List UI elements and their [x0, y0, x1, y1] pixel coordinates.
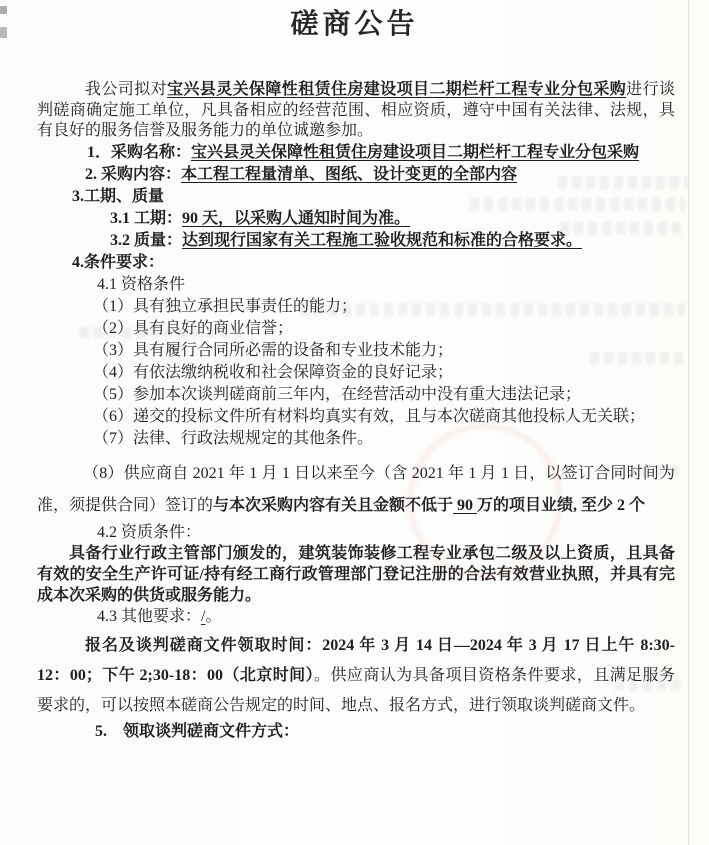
procurement-content-value: 本工程工程量清单、图纸、设计变更的全部内容 [181, 165, 518, 183]
heading-credential: 4.2 资质条件： [97, 523, 202, 541]
other-requirements-period: 。 [205, 607, 222, 625]
scanner-edge-mark [0, 6, 7, 14]
other-requirements-label: 4.3 其他要求： [97, 607, 202, 625]
qualification-item-5: （5）参加本次谈判磋商前三年内，在经营活动中没有重大违法记录； [93, 385, 582, 403]
credential-paragraph: 具备行业行政主管部门颁发的，建筑装饰装修工程专业承包二级及以上资质，且具备有效的安全生产许可证/持有经工商行政管理部门登记注册的合法有效营业执照，并具有完成本次采购的供货或服务能力。 [37, 544, 675, 604]
intro-continuation: 进行谈判磋商确定施工单位，凡具备相应的经营范围、相应资质，遵守中国有关法律、法规，具有良好的服务信誉及服务能力的单位诚邀参加。 [37, 81, 675, 139]
heading-schedule-quality: 3.工期、质量 [72, 187, 165, 205]
registration-paragraph [37, 631, 675, 721]
procurement-content-label: 2. 采购内容： [85, 165, 182, 183]
bleed-through-artifact [470, 198, 685, 211]
item8-amount: 90 [453, 496, 478, 514]
item8-bold-text: 与本次采购内容有关且金额不低于 [213, 496, 454, 514]
item-other-requirements [37, 606, 675, 628]
qualification-item-3: （3）具有履行合同所必需的设备和专业技术能力； [93, 341, 454, 359]
bleed-through-artifact [600, 465, 680, 477]
page-edge-line [688, 0, 689, 845]
scanner-edge-mark [0, 27, 7, 38]
bleed-through-artifact [80, 327, 245, 338]
heading-qualification: 4.1 资格条件 [97, 275, 186, 293]
qualification-item-7: （7）法律、行政法规规定的其他条件。 [93, 429, 374, 447]
bleed-through-artifact [300, 303, 685, 316]
intro-lead-in: 我公司拟对 [85, 81, 167, 98]
qualification-item-8 [37, 458, 675, 522]
bleed-through-artifact [615, 680, 685, 691]
intro-paragraph [37, 80, 675, 142]
item8-regular-text: （8）供应商自 2021 年 1 月 1 日以来至今（含 2021 年 1 月 1 日，以签订合同时间为准，须提供合同）签订的 [37, 464, 675, 514]
item-procurement-name [37, 142, 675, 164]
other-requirements-value: / [201, 607, 206, 625]
duration-label: 3.1 工期： [110, 209, 183, 227]
faint-red-seal [408, 424, 562, 578]
procurement-name-value: 宝兴县灵关保障性租赁住房建设项目二期栏杆工程专业分包采购 [191, 143, 640, 161]
item8-bold-tail: 万的项目业绩, 至少 2 个 [477, 496, 646, 514]
qualification-item-4: （4）有依法缴纳税收和社会保障资金的良好记录； [93, 363, 454, 381]
heading-section5: 5. 领取谈判磋商文件方式： [95, 722, 300, 740]
document-body [0, 42, 709, 743]
quality-label: 3.2 质量： [110, 231, 183, 249]
registration-time-bold: 报名及谈判磋商文件领取时间：2024 年 3 月 14 日—2024 年 3 月 17 日上午 8:30-12：00；下午 2;30-18：00（北京时间） [37, 636, 675, 684]
page-title: 磋商公告 [290, 8, 419, 39]
project-name-highlight: 宝兴县灵关保障性租赁住房建设项目二期栏杆工程专业分包采购 [167, 81, 627, 98]
procurement-name-label: 1．采购名称： [87, 143, 192, 161]
registration-regular: 。供应商认为具备项目资格条件要求，且满足服务要求的，可以按照本磋商公告规定的时间、地点、报名方式，进行领取谈判磋商文件。 [37, 666, 675, 714]
qualification-item-6: （6）递交的投标文件所有材料均真实有效，且与本次磋商其他投标人无关联； [93, 407, 646, 425]
bleed-through-artifact [558, 176, 688, 189]
quality-value: 达到现行国家有关工程施工验收规范和标准的合格要求。 [182, 231, 583, 249]
duration-value: 90 天，以采购人通知时间为准。 [182, 209, 411, 227]
qualification-item-2: （2）具有良好的商业信誉； [93, 319, 294, 337]
qualification-item-1: （1）具有独立承担民事责任的能力； [93, 297, 358, 315]
bleed-through-artifact [590, 352, 685, 364]
heading-requirements: 4.条件要求： [72, 253, 165, 271]
bleed-through-artifact [560, 222, 685, 235]
